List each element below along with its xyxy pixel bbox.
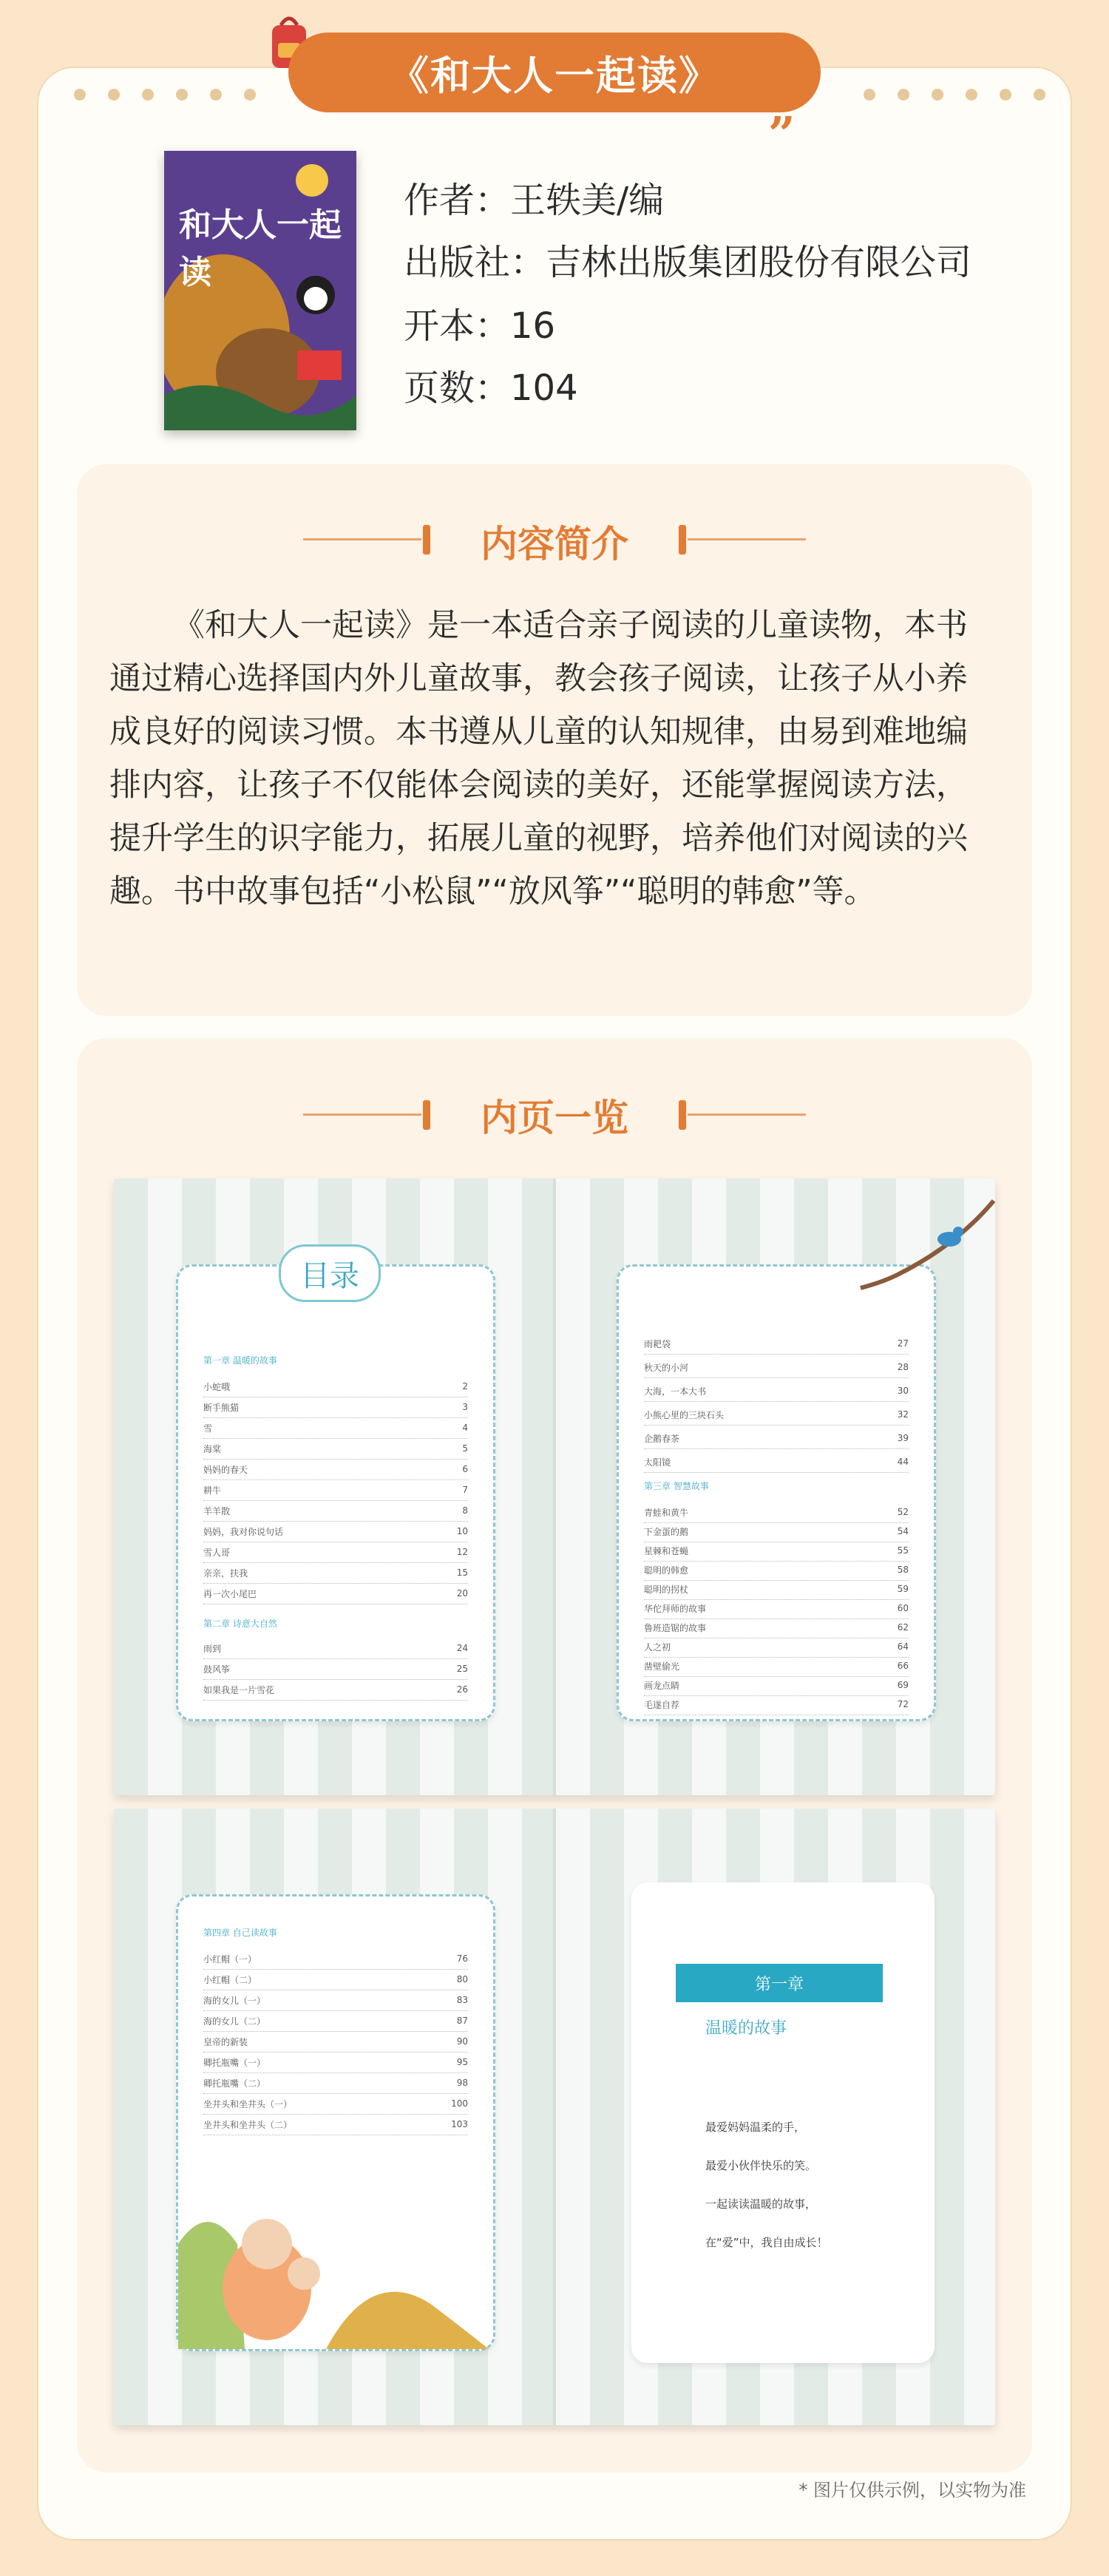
cover-title: 和大人一起读 xyxy=(179,206,342,291)
toc-item-title: 鲁班造锯的故事 xyxy=(644,1622,707,1633)
toc-item-page: 87 xyxy=(456,2016,468,2026)
toc-chapter-title: 第三章 智慧故事 xyxy=(644,1481,709,1491)
toc-item-title: 秋天的小河 xyxy=(644,1362,689,1373)
toc-item-title: 卿托瓶嘴（二） xyxy=(203,2078,266,2089)
toc-page-left-2 xyxy=(176,1894,495,2351)
toc-item-page: 55 xyxy=(897,1545,909,1556)
toc-item-page: 32 xyxy=(897,1409,909,1420)
toc-item-title: 断手熊猫 xyxy=(203,1402,240,1413)
toc-row xyxy=(644,1655,909,1677)
toc-item-page: 66 xyxy=(897,1661,909,1671)
toc-item-page: 27 xyxy=(897,1338,909,1349)
toc-item-page: 12 xyxy=(456,1547,468,1557)
toc-item-title: 人之初 xyxy=(644,1641,671,1653)
author-info: 作者：王轶美/编 xyxy=(404,180,665,221)
toc-item-title: 海的女儿（二） xyxy=(203,2016,266,2027)
toc-item-page: 62 xyxy=(897,1622,909,1633)
toc-item-page: 59 xyxy=(897,1584,909,1594)
toc-item-title: 亲亲，扶我 xyxy=(203,1567,248,1579)
toc-row xyxy=(203,1583,468,1604)
toc-row xyxy=(203,1417,468,1439)
toc-page-left xyxy=(176,1258,495,1721)
toc-item-title: 太阳镜 xyxy=(644,1457,671,1468)
toc-chapter-title: 第一章 温暖的故事 xyxy=(203,1355,277,1366)
decor-line xyxy=(688,1114,806,1116)
toc-row xyxy=(644,1380,909,1402)
toc-item-title: 雨耙袋 xyxy=(644,1338,671,1349)
page-title: 《和大人一起读》 xyxy=(288,33,821,112)
toc-item-title: 青蛙和黄牛 xyxy=(644,1507,689,1518)
toc-item-page: 15 xyxy=(456,1567,468,1578)
toc-row xyxy=(203,1969,468,1990)
poem-line-1: 最爱妈妈温柔的手， xyxy=(705,2121,806,2134)
toc-label: 目录 xyxy=(279,1244,381,1302)
toc-item-page: 24 xyxy=(456,1643,468,1653)
toc-row xyxy=(203,1658,468,1680)
toc-row xyxy=(644,1333,909,1355)
toc-item-page: 3 xyxy=(462,1402,468,1412)
toc-row xyxy=(644,1617,909,1638)
toc-item-title: 画龙点睛 xyxy=(644,1680,680,1691)
toc-item-title: 毛遂自荐 xyxy=(644,1699,680,1710)
mother-child-illustration xyxy=(178,2155,493,2349)
toc-item-page: 60 xyxy=(897,1603,909,1613)
toc-item-title: 聪明的韩愈 xyxy=(644,1565,689,1576)
poem-line-2: 最爱小伙伴快乐的笑。 xyxy=(705,2159,817,2172)
quote-mark-icon: „ xyxy=(769,80,796,135)
toc-item-page: 52 xyxy=(897,1507,909,1517)
toc-row xyxy=(644,1598,909,1619)
toc-item-page: 44 xyxy=(897,1457,909,1467)
footnote: * 图片仅供示例，以实物为准 xyxy=(798,2480,1026,2501)
toc-item-title: 华佗拜师的故事 xyxy=(644,1603,707,1614)
toc-item-page: 8 xyxy=(462,1505,468,1516)
chapter-subtitle: 温暖的故事 xyxy=(705,2019,787,2038)
toc-item-title: 雨到 xyxy=(203,1643,222,1654)
toc-row xyxy=(203,2114,468,2135)
toc-item-page: 58 xyxy=(897,1565,909,1575)
decor-line xyxy=(688,538,806,540)
toc-item-title: 海的女儿（一） xyxy=(203,1995,266,2006)
toc-item-page: 76 xyxy=(456,1953,468,1964)
toc-row xyxy=(203,1521,468,1542)
chapter-band: 第一章 xyxy=(676,1964,883,2002)
toc-item-page: 90 xyxy=(456,2036,468,2047)
toc-item-title: 妈妈，我对你说句话 xyxy=(203,1526,284,1537)
pages-info: 页数：104 xyxy=(404,367,578,409)
toc-item-page: 4 xyxy=(462,1423,468,1433)
book-spread-chapter xyxy=(114,1809,995,2425)
toc-item-title: 下金蛋的鹅 xyxy=(644,1526,689,1537)
toc-page-right xyxy=(617,1264,936,1721)
toc-row xyxy=(203,1397,468,1418)
toc-item-page: 6 xyxy=(462,1464,468,1474)
toc-item-title: 再一次小尾巴 xyxy=(203,1588,257,1599)
toc-item-page: 69 xyxy=(897,1680,909,1690)
toc-row xyxy=(644,1404,909,1426)
toc-item-title: 妈妈的春天 xyxy=(203,1464,248,1475)
toc-item-page: 64 xyxy=(897,1641,909,1652)
intro-heading: 内容简介 xyxy=(481,523,628,566)
chapter-page xyxy=(631,1882,935,2363)
toc-row xyxy=(203,1542,468,1563)
toc-item-title: 耕牛 xyxy=(203,1485,222,1496)
toc-item-title: 小红帽（一） xyxy=(203,1953,257,1965)
toc-item-title: 如果我是一片雪花 xyxy=(203,1684,275,1695)
toc-item-page: 2 xyxy=(462,1381,468,1392)
decor-bar xyxy=(679,1100,686,1130)
publisher-info: 出版社：吉林出版集团股份有限公司 xyxy=(404,242,972,283)
intro-text: 《和大人一起读》是一本适合亲子阅读的儿童读物，本书通过精心选择国内外儿童故事，教会孩子阅读，让孩子从小养成良好的阅读习惯。本书遵从儿童的认知规律，由易到难地编排内容，让孩子不仅能体会阅读的美好，还能掌握阅读方法，提升学生的识字能力，拓展儿童的视野，培养他们对阅读的兴趣。书中故事包括“小松鼠”“放风筝”“聪明的韩愈”等。 xyxy=(109,607,968,910)
toc-item-page: 98 xyxy=(456,2078,468,2088)
toc-item-page: 5 xyxy=(462,1443,468,1454)
toc-item-page: 80 xyxy=(456,1974,468,1984)
toc-row xyxy=(644,1451,909,1473)
toc-item-title: 坐井头和坐井头（一） xyxy=(203,2098,293,2109)
toc-row xyxy=(203,1948,468,1970)
toc-row xyxy=(203,1679,468,1701)
toc-item-page: 28 xyxy=(897,1362,909,1372)
toc-item-title: 大海，一本大书 xyxy=(644,1386,707,1397)
toc-row xyxy=(203,2052,468,2073)
toc-item-page: 54 xyxy=(897,1526,909,1536)
toc-item-title: 小熊心里的三块石头 xyxy=(644,1409,725,1420)
toc-item-title: 星棘和苍蝇 xyxy=(644,1545,689,1556)
toc-row xyxy=(644,1636,909,1658)
decor-bar xyxy=(679,525,686,555)
toc-chapter-title: 第四章 自己读故事 xyxy=(203,1928,277,1938)
toc-row xyxy=(644,1357,909,1378)
toc-item-page: 72 xyxy=(897,1699,909,1709)
toc-item-page: 26 xyxy=(456,1684,468,1695)
toc-row xyxy=(644,1540,909,1562)
toc-row xyxy=(644,1579,909,1600)
toc-item-title: 皇帝的新装 xyxy=(203,2036,248,2047)
toc-item-page: 103 xyxy=(451,2119,468,2129)
toc-row xyxy=(644,1675,909,1696)
toc-item-page: 7 xyxy=(462,1485,468,1495)
toc-item-title: 凿壁偷光 xyxy=(644,1661,680,1672)
toc-item-title: 雪 xyxy=(203,1423,213,1434)
toc-item-title: 小红帽（二） xyxy=(203,1974,257,1985)
toc-row xyxy=(203,1500,468,1522)
toc-item-page: 100 xyxy=(451,2098,468,2109)
book-spread-toc xyxy=(114,1179,995,1795)
toc-row xyxy=(203,2072,468,2094)
poem-line-3: 一起读读温暖的故事， xyxy=(705,2197,817,2211)
toc-chapter-title: 第二章 诗意大自然 xyxy=(203,1619,277,1629)
toc-row xyxy=(203,1376,468,1397)
toc-row xyxy=(203,1438,468,1460)
toc-row xyxy=(203,2010,468,2032)
preview-heading: 内页一览 xyxy=(481,1097,628,1139)
format-info: 开本：16 xyxy=(404,305,556,347)
toc-row xyxy=(203,2093,468,2115)
toc-item-title: 聪明的拐杖 xyxy=(644,1584,689,1595)
toc-row xyxy=(203,1479,468,1501)
toc-row xyxy=(644,1502,909,1523)
toc-item-page: 10 xyxy=(456,1526,468,1536)
toc-item-title: 卿托瓶嘴（一） xyxy=(203,2057,266,2068)
toc-row xyxy=(203,1562,468,1584)
toc-row xyxy=(644,1694,909,1715)
toc-row xyxy=(203,2031,468,2053)
toc-item-page: 39 xyxy=(897,1433,909,1443)
toc-row xyxy=(644,1521,909,1542)
poem-line-4: 在“爱”中，我自由成长！ xyxy=(705,2236,828,2249)
toc-item-title: 小蛇哦 xyxy=(203,1381,231,1392)
toc-item-title: 羊羊散 xyxy=(203,1505,231,1516)
toc-row xyxy=(203,1638,468,1659)
toc-item-page: 25 xyxy=(456,1664,468,1674)
toc-item-title: 海棠 xyxy=(203,1443,222,1454)
toc-item-title: 坐井头和坐井头（二） xyxy=(203,2119,293,2130)
toc-row xyxy=(644,1428,909,1449)
toc-item-page: 95 xyxy=(456,2057,468,2067)
toc-item-title: 企鹅春茶 xyxy=(644,1433,680,1444)
toc-row xyxy=(203,1459,468,1480)
toc-item-title: 雪人哥 xyxy=(203,1547,231,1558)
book-cover-image xyxy=(164,151,356,430)
toc-row xyxy=(644,1559,909,1581)
toc-item-title: 鼓风筝 xyxy=(203,1664,231,1675)
bird-on-branch-icon xyxy=(853,1193,1001,1304)
toc-item-page: 20 xyxy=(456,1588,468,1599)
toc-item-page: 30 xyxy=(897,1386,909,1396)
toc-item-page: 83 xyxy=(456,1995,468,2005)
toc-row xyxy=(203,1990,468,2011)
